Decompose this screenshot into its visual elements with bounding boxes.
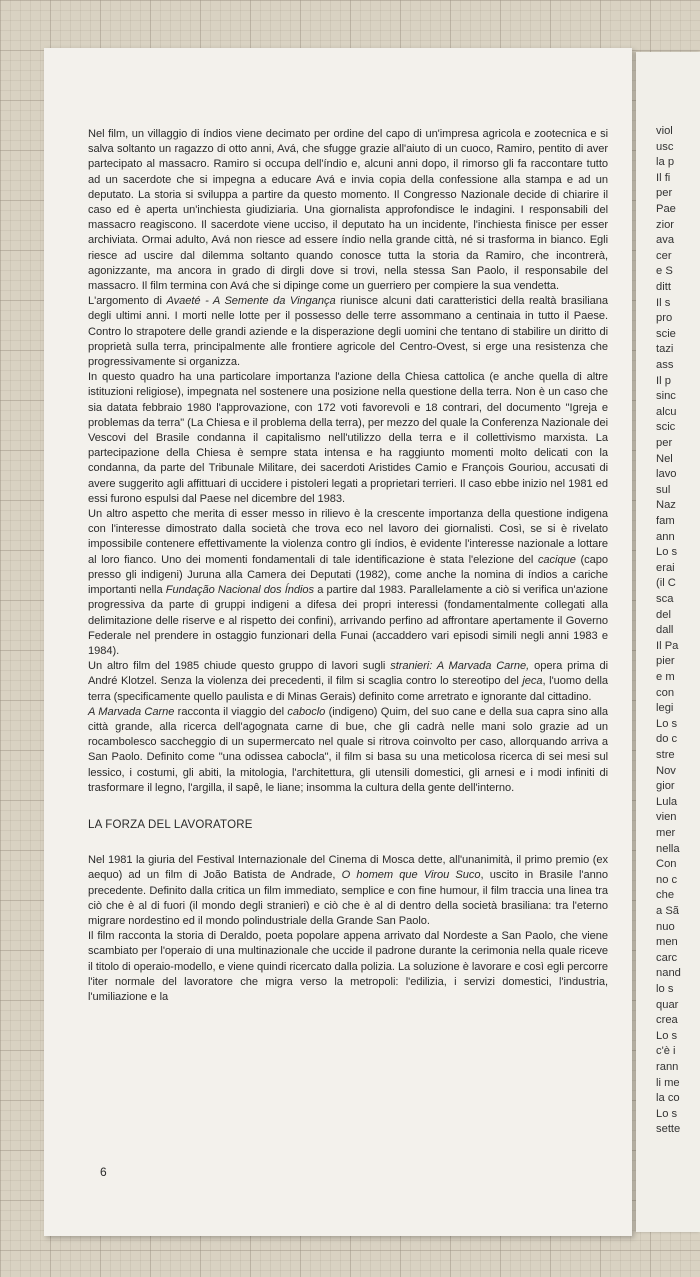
next-page-fragment: nand [656,967,681,980]
next-page-fragment: rann [656,1061,679,1073]
next-page-fragment: Con [656,858,677,871]
next-page-fragment: con [656,686,675,699]
next-page-fragment: per [656,187,673,200]
page-number: 6 [100,1165,107,1179]
next-page-fragment: pro [656,312,673,325]
next-page-fragment: men [656,936,678,949]
next-page-fragment: c'è i [656,1045,676,1058]
next-page-fragment: mer [656,827,676,839]
next-page-fragment: Nel [656,452,673,465]
next-page-fragment: do c [656,733,678,746]
next-page-fragment: li me [656,1076,680,1089]
next-page-fragment: sinc [656,390,676,403]
next-page-fragment: Il s [656,296,671,309]
next-page-fragment: che [656,889,675,902]
next-page-fragment: ditt [656,281,671,293]
next-page-fragment: Lula [656,795,678,808]
next-page-fragment: Lo s [656,1029,678,1042]
next-page-fragment: Naz [656,499,676,512]
next-page-fragment: Lo s [656,717,678,730]
next-page-fragment: vien [656,811,677,824]
next-page-fragment: alcu [656,405,677,418]
next-page-fragment: carc [656,951,678,964]
next-page-fragment: la co [656,1092,680,1105]
next-page-fragment: no c [656,873,678,886]
next-page-fragment: usc [656,140,674,153]
next-page-fragment: stre [656,749,675,761]
next-page-fragment: gior [656,780,675,793]
next-page-fragment: per [656,437,673,449]
next-page-fragment: (il C [656,577,676,590]
book-page [44,48,632,1236]
next-page-fragment: lo s [656,983,674,995]
next-page-fragment: ass [656,359,674,371]
section-heading: LA FORZA DEL LAVORATORE [88,818,253,831]
next-page-fragment: tazi [656,343,674,356]
next-page-fragment: quar [656,998,679,1011]
film-title: Avaeté - A Semente da Vingança [166,295,336,308]
next-page-fragment: pier [656,655,675,668]
next-page-fragment: Lo s [656,546,678,559]
paragraph-4: Un altro aspetto che merita di esser messo in rilievo è la crescente importanza della questione indigena con l'interesse dimostrato dalla società che trova eco nel lavoro dei giornalisti. Così, se si è rivelato impossibile contenere effettivamente la violenza contro gli índios, è evidente l'interesse nazionale a lottare al loro fianco. Uno dei momenti fondamentali di tale identificazione è stata l'elezione del cacique (capo presso gli indigeni) Juruna alla Camera dei Deputati (1982), come anche la nomina di índios a cariche importanti nella Fundação Nacional dos Índios a partire dal 1983. Parallelamente a ciò si verifica un'azione progressiva da parte di gruppi indigeni a difesa dei propri interessi (fondamentalmente collegati alla delimitazione delle riserve e al rispetto dei confini), arrivando perfino ad affrontare apertamente il Governo Federale nel prendere in ostaggio funzionari della Funai (accaddero vari episodi simili negli anni 1983 e 1984). [88,508,608,657]
paragraph-6: A Marvada Carne racconta il viaggio del caboclo (indigeno) Quim, del suo cane e della sua capra sino alla città grande, alla ricerca dell'agognata carne di bue, che gli cadrà nelle mani solo grazie ad un rocambolesco saccheggio di un supermercato nel quale si ritrova coinvolto per caso, allorquando arriva a San Paolo. Definito come "una odissea cabocla", il film si basa su una meticolosa ricerca di sei mesi sul lessico, i costumi, gli abiti, la mitologia, l'architettura, gli utensili domestici, gli arnesi e i modi infiniti di trasformare il legno, l'argilla, il sapê, le liane; insomma la cultura della gente dell'interno. [88,705,608,794]
next-page-fragment: sul [656,483,671,496]
next-page-fragment: zior [656,218,675,231]
paragraph-5: Un altro film del 1985 chiude questo gruppo di lavori sugli stranieri: A Marvada Carne, opera prima di André Klotzel. Senza la violenza dei precedenti, il film si scaglia contro lo stereotipo del jeca, l'uomo della terra (specificamente quello paulista e di Minas Gerais) definito come arretrato e ignorante dal cittadino. [88,660,608,703]
next-page-fragment: legi [656,702,674,715]
next-page-fragment: sette [656,1123,681,1136]
next-page-fragment: a Sã [656,905,680,917]
next-page-fragment: Lo s [656,1107,678,1120]
next-page-fragment: Il fi [656,171,671,184]
next-page-fragment: ann [656,530,675,543]
next-page-fragment: Pae [656,203,676,215]
paragraph-8: Il film racconta la storia di Deraldo, poeta popolare appena arrivato dal Nordeste a San Paolo, che viene scambiato per l'operaio di una multinazionale che uccide il padrone durante la cerimonia nella quale riceve il titolo di operaio-modello, e viene quindi ricercato dalla polizia. La soluzione è lavorare e così egli percorre l'iter normale del lavoratore che migra verso la metropoli: l'edilizia, i servizi domestici, l'industria, l'umiliazione e la [88,930,608,1003]
next-page-fragment: crea [656,1014,678,1027]
next-page-fragment: nuo [656,920,675,933]
next-page-fragment: dall [656,624,674,637]
next-page-edge [636,52,700,1232]
paragraph-3: In questo quadro ha una particolare importanza l'azione della Chiesa cattolica (e anche quella di altre istituzioni religiose), impegnata nel sostenere una posizione nella questione della terra. Non è un caso che sia datata febbraio 1980 l'approvazione, con 172 voti favorevoli e 18 contrari, del documento "Igreja e problemas da terra" (La Chiesa e il problema della terra), per mezzo del quale la Conferenza Nazionale dei Vescovi del Brasile condanna il capitalismo nell'utilizzo della terra e il collettivismo marxista. La partecipazione della Chiesa è sempre stata intensa e ha raggiunto momenti molto delicati con la condanna, da parte del Tribunale Militare, dei sacerdoti Aristides Camio e François Gouriou, accusati di avere suggerito agli affittuari di uccidere i pistoleri legati a proprietari terrieri. Il caso ebbe inizio nel 1981 ed essi furono espulsi dal Paese nel dicembre del 1983. [88,371,608,505]
next-page-fragment: e S [656,265,673,278]
next-page-fragment: scie [656,327,676,340]
next-page-fragment: la p [656,156,675,169]
next-page-fragment: Il p [656,374,671,387]
next-page-fragment: viol [656,125,673,137]
next-page-fragment: del [656,608,671,621]
next-page-fragment: fam [656,515,675,527]
page-text [88,127,608,1005]
paragraph-7: Nel 1981 la giuria del Festival Internazionale del Cinema di Mosca dette, all'unanimità, il primo premio (ex aequo) ad un film di João Batista de Andrade, O homem que Virou Suco, uscito in Brasile l'anno precedente. Definito dalla critica un film immediato, semplice e con fine humour, il film traccia una linea tra ciò che è al di fuori (il mondo degli stranieri) e ciò che è al di dentro della società brasiliana: tra l'eterno migrare nordestino ed il mondo polindustriale della Grande San Paolo. [88,854,609,927]
next-page-fragment: ava [656,234,675,247]
next-page-fragment: Il Pa [656,639,679,652]
paragraph-1: Nel film, un villaggio di índios viene decimato per ordine del capo di un'impresa agricola e zootecnica e si salva soltanto un ragazzo di otto anni, Avá, che sfugge grazie all'aiuto di un cuoco, Ramiro, pentito di aver partecipato al massacro. Ramiro si occupa dell'índio e, alcuni anni dopo, il rimorso gli fa raccontare tutto ad un sacerdote che si impegna a educare Avá e invia copia della confessione alla stampa e ad un deputato. La storia si sviluppa a partire da questo momento. Il Congresso Nazionale decide di chiarire il caso ed è aperta un'inchiesta giudiziaria. Una giornalista approfondisce le indagini. I responsabili del massacro reagiscono. Il sacerdote viene ucciso, il deputato ha un incidente, l'inchiesta finisce per esser archiviata. Ormai adulto, Avá non riesce ad essere índio nella grande città, né si trasforma in bianco. Egli riesce ad uscire dal dilemma soltanto quando conosce tutta la storia da Ramiro, che incontrerà, agonizzante, ma ancora in grado di dirgli dove si trovi, nella stessa San Paolo, il responsabile del massacro. Il film termina con Avá che si dipinge come un guerriero per compiere la sua vendetta. [88,128,608,293]
next-page-fragment: nella [656,842,680,855]
next-page-fragment: scic [656,421,676,434]
paragraph-2: L'argomento di Avaeté - A Semente da Vingança riunisce alcuni dati caratteristici della realtà brasiliana degli ultimi anni. I morti nelle lotte per il possesso delle terre assommano a centinaia in tutto il Paese. Contro lo strapotere delle grandi aziende e la disperazione degli uomini che tentano di stabilire un diritto di proprietà sulla terra, principalmente alle frontiere agricole del Centro-Ovest, si erge una resistenza che progressivamente si organizza. [88,295,608,369]
next-page-fragment: e m [656,671,675,683]
next-page-fragment: sca [656,593,674,605]
next-page-fragment: lavo [656,468,677,481]
next-page-fragment: cer [656,249,672,262]
next-page-fragment: erai [656,561,675,574]
next-page-fragment: Nov [656,764,676,777]
